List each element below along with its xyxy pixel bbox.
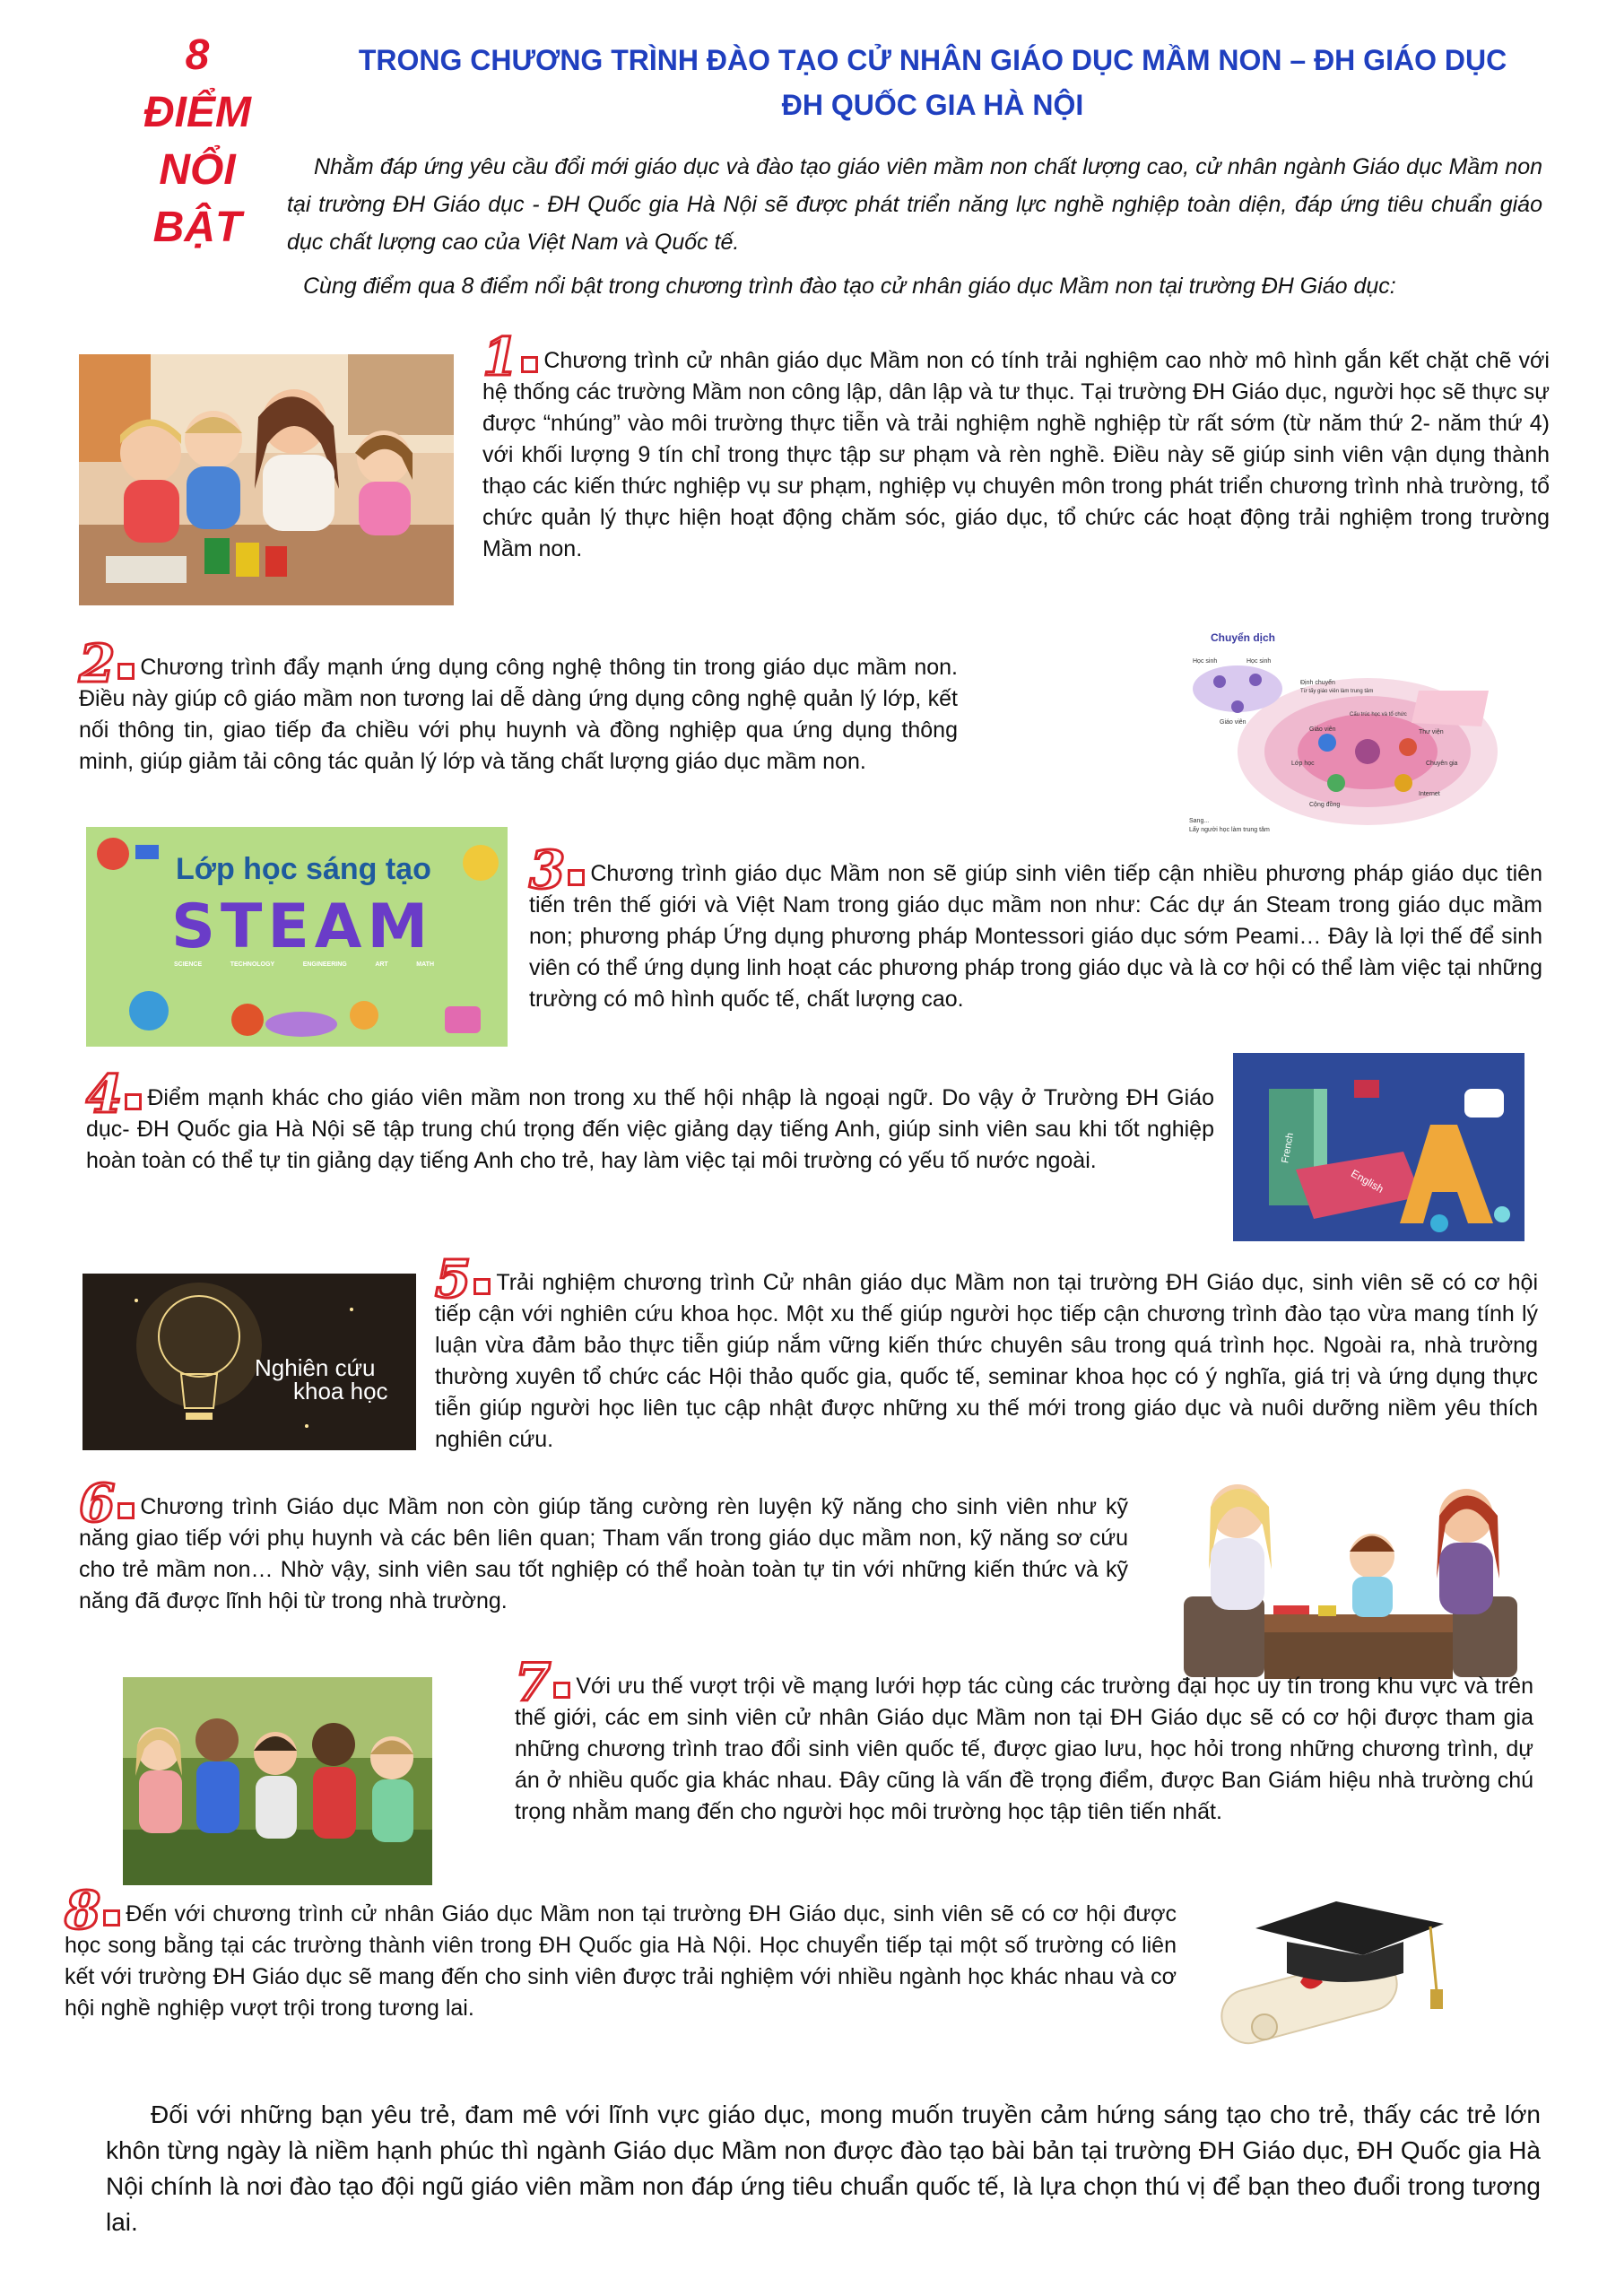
- side-title-line: ĐIỂM: [143, 89, 251, 136]
- diagram-label: Cộng đồng: [1309, 802, 1341, 808]
- point-8: [65, 1880, 1177, 2024]
- steam-sub: SCIENCE: [174, 961, 203, 968]
- language-books-image: [1233, 1053, 1524, 1241]
- graduation-cap-illustration: [1202, 1892, 1471, 2058]
- intro-paragraph: [287, 148, 1542, 261]
- side-title-line: BẬT: [152, 204, 242, 251]
- point-number: 7: [515, 1665, 570, 1700]
- point-text: Điểm mạnh khác cho giáo viên mầm non trong xu thế hội nhập là ngoại ngữ. Do vậy ở Trường ĐH Giáo dục- ĐH Quốc gia Hà Nội sẽ tập trung chú trọng đến việc giảng dạy tiếng Anh, giúp sinh viên sau khi tốt nghiệp hoàn toàn có thể tự tin giảng dạy tiếng Anh cho trẻ, hay làm việc tại môi trường có yếu tố nước ngoài.: [86, 1085, 1214, 1173]
- point-6: [79, 1473, 1128, 1617]
- consultation-illustration: [1184, 1471, 1517, 1679]
- classroom-photo: [79, 354, 454, 605]
- steam-word: STEAM: [171, 891, 434, 962]
- point-text: Với ưu thế vượt trội về mạng lưới hợp tác cùng các trường đại học uy tín trong khu vực và trên thế giới, các em sinh viên cử nhân Giáo dục Mầm non tại ĐH Giáo dục sẽ có cơ hội được tham gia những chương trình trao đổi sinh viên quốc tế, được giao lưu, học hỏi trong những chương trình, dự án ở nhiều quốc gia khác nhau. Đây cũng là vấn đề trọng điểm, được Ban Giám hiệu nhà trường chú trọng nhằm mang đến cho người học môi trường học tập tiên tiến nhất.: [515, 1674, 1533, 1824]
- point-number: 1: [482, 339, 538, 375]
- students-photo: [123, 1677, 432, 1885]
- research-image: [83, 1274, 416, 1450]
- book-label: French: [1280, 1132, 1297, 1164]
- point-3: [529, 839, 1542, 1015]
- point-text: Chương trình cử nhân giáo dục Mầm non có tính trải nghiệm cao nhờ mô hình gắn kết chặt chẽ với hệ thống các trường Mầm non công lập, dân lập và tư thục. Tại trường ĐH Giáo dục, người học sẽ thực sự được “nhúng” vào môi trường thực tiễn và trải nghiệm nghề nghiệp từ rất sớm (từ năm thứ 2- năm thứ 4) với khối lượng 9 tín chỉ trong thực tập sư phạm và rèn nghề. Điều này sẽ giúp sinh viên vận dụng thành thạo các kiến thức nghiệp vụ sư phạm, nghiệp vụ chuyên môn trong phát triển chương trình nhà trường, tổ chức quản lý thực hiện hoạt động chăm sóc, giáo dục, tổ chức các hoạt động trải nghiệm trong trường Mầm non.: [482, 348, 1550, 561]
- point-4: [86, 1064, 1214, 1177]
- point-text: Trải nghiệm chương trình Cử nhân giáo dục Mầm non tại trường ĐH Giáo dục, sinh viên sẽ có cơ hội tiếp cận với nghiên cứu khoa học. Một xu thế giúp người học tiếp cận chương trình đào tạo vừa mang tính lý luận vừa đảm bảo thực tiễn giúp nắm vững kiến thức chuyên sâu trong quá trình học. Ngoài ra, nhà trường thường xuyên tổ chức các Hội thảo quốc gia, quốc tế, seminar khoa học có ý nghĩa, giá trị và ứng dụng thực tiễn giúp người học liên tục cập nhật được những xu thế mới trong giáo dục và nuôi dưỡng niềm yêu thích nghiên cứu.: [435, 1270, 1538, 1452]
- diagram-label: Lớp học: [1291, 761, 1315, 767]
- diagram-label: Chuyên gia: [1426, 761, 1458, 767]
- steam-title: Lớp học sáng tạo: [176, 852, 431, 886]
- title-line-1: TRONG CHƯƠNG TRÌNH ĐÀO TẠO CỬ NHÂN GIÁO DỤC MẦM NON – ĐH GIÁO DỤC: [358, 44, 1507, 76]
- point-text: Chương trình Giáo dục Mầm non còn giúp tăng cường rèn luyện kỹ năng cho sinh viên như kỹ năng giao tiếp với phụ huynh và các bên liên quan; Tham vấn trong giáo dục mầm non, kỹ năng sơ cứu cho trẻ mầm non… Nhờ vậy, sinh viên sau tốt nghiệp có thể hoàn toàn tự tin với những kiến thức và kỹ năng đã được lĩnh hội từ trong nhà trường.: [79, 1494, 1128, 1613]
- point-1: [482, 326, 1550, 565]
- steam-sub: ENGINEERING: [302, 961, 347, 968]
- point-number: 2: [79, 646, 135, 682]
- diagram-label: Học sinh: [1247, 658, 1272, 665]
- diagram-label: Giáo viên: [1309, 726, 1336, 733]
- point-2: [79, 633, 958, 778]
- diagram-label: Lấy người học làm trung tâm: [1189, 827, 1270, 833]
- point-5: [435, 1248, 1538, 1456]
- research-label: Nghiên cứu: [255, 1354, 376, 1381]
- point-number: 6: [79, 1485, 135, 1521]
- closing-text: Đối với những bạn yêu trẻ, đam mê với lĩnh vực giáo dục, mong muốn truyền cảm hứng sáng tạo cho trẻ, thấy các trẻ lớn khôn từng ngày là niềm hạnh phúc thì ngành Giáo dục Mầm non được đào tạo bài bản tại trường ĐH Giáo dục, ĐH Quốc gia Hà Nội chính là nơi đào tạo đội ngũ giáo viên mầm non đáp ứng tiêu chuẩn quốc tế, là lựa chọn thú vị để bạn theo đuổi trong tương lai.: [106, 2100, 1541, 2236]
- lead-paragraph: Cùng điểm qua 8 điểm nổi bật trong chương trình đào tạo cử nhân giáo dục Mầm non tại trường ĐH Giáo dục:: [303, 274, 1396, 299]
- intro-text: Nhằm đáp ứng yêu cầu đổi mới giáo dục và đào tạo giáo viên mầm non chất lượng cao, cử nhân ngành Giáo dục Mầm non tại trường ĐH Giáo dục - ĐH Quốc gia Hà Nội sẽ được phát triển năng lực nghề nghiệp toàn diện, đáp ứng tiêu chuẩn giáo dục chất lượng cao của Việt Nam và Quốc tế.: [287, 154, 1542, 255]
- diagram-label: Thư viện: [1419, 729, 1444, 735]
- point-number: 4: [86, 1076, 142, 1112]
- diagram-label: Định chuyển: [1300, 680, 1335, 686]
- title-line-2: ĐH QUỐC GIA HÀ NỘI: [781, 89, 1084, 121]
- closing-paragraph: [106, 2097, 1541, 2240]
- book-label: English: [1349, 1167, 1386, 1196]
- steam-sub: MATH: [416, 961, 434, 968]
- side-title-line: NỔI: [159, 146, 236, 194]
- page-title: [296, 38, 1569, 127]
- steam-sub: ART: [375, 961, 388, 968]
- diagram-label: Giáo viên: [1220, 719, 1247, 726]
- point-number: 8: [65, 1892, 120, 1928]
- point-text: Đến với chương trình cử nhân Giáo dục Mầm non tại trường ĐH Giáo dục, sinh viên sẽ có cơ hội được học song bằng tại các trường thành viên trong ĐH Quốc gia Hà Nội. Học chuyển tiếp tại một số trường có liên kết với trường ĐH Giáo dục sẽ mang đến cho sinh viên được trải nghiệm với nhiều ngành học khác nhau và cơ hội nghề nghiệp vượt trội trong tương lai.: [65, 1901, 1177, 2021]
- diagram-label: Từ tấy giáo viên làm trung tâm: [1300, 689, 1374, 694]
- point-number: 5: [435, 1261, 491, 1297]
- research-label: khoa học: [293, 1378, 388, 1405]
- steam-subtitles: [174, 961, 434, 968]
- point-text: Chương trình đẩy mạnh ứng dụng công nghệ thông tin trong giáo dục mầm non. Điều này giúp cô giáo mầm non tương lai dễ dàng ứng dụng công nghệ quản lý lớp, kết nối thông tin, giao tiếp đa chiều với phụ huynh và đồng nghiệp qua ứng dụng thông minh, giúp giảm tải công tác quản lý lớp và tăng chất lượng giáo dục mầm non.: [79, 655, 958, 774]
- diagram-title: Chuyển dịch: [1211, 631, 1276, 644]
- teaching-diagram: [1184, 626, 1505, 839]
- point-7: [515, 1652, 1533, 1828]
- side-title: [126, 27, 269, 257]
- diagram-label: Internet: [1419, 791, 1440, 797]
- diagram-label: Cấu trúc học và tổ chức: [1350, 712, 1407, 718]
- diagram-label: Sang...: [1189, 818, 1210, 824]
- side-title-line: 8: [185, 31, 210, 79]
- point-number: 3: [529, 852, 585, 888]
- point-text: Chương trình giáo dục Mầm non sẽ giúp sinh viên tiếp cận nhiều phương pháp giáo dục tiên tiến trên thế giới và Việt Nam trong giáo dục mầm non như: Các dự án Steam trong giáo dục mầm non; phương pháp Ứng dụng phương pháp Montessori giáo dục sớm Peami… Đây là lợi thế để sinh viên có thể ứng dụng linh hoạt các phương pháp trong giáo dục và là cơ hội có thể làm việc tại những trường có mô hình quốc tế, chất lượng cao.: [529, 861, 1542, 1012]
- steam-sub: TECHNOLOGY: [230, 961, 275, 968]
- steam-image: [86, 827, 508, 1047]
- diagram-label: Học sinh: [1193, 658, 1218, 665]
